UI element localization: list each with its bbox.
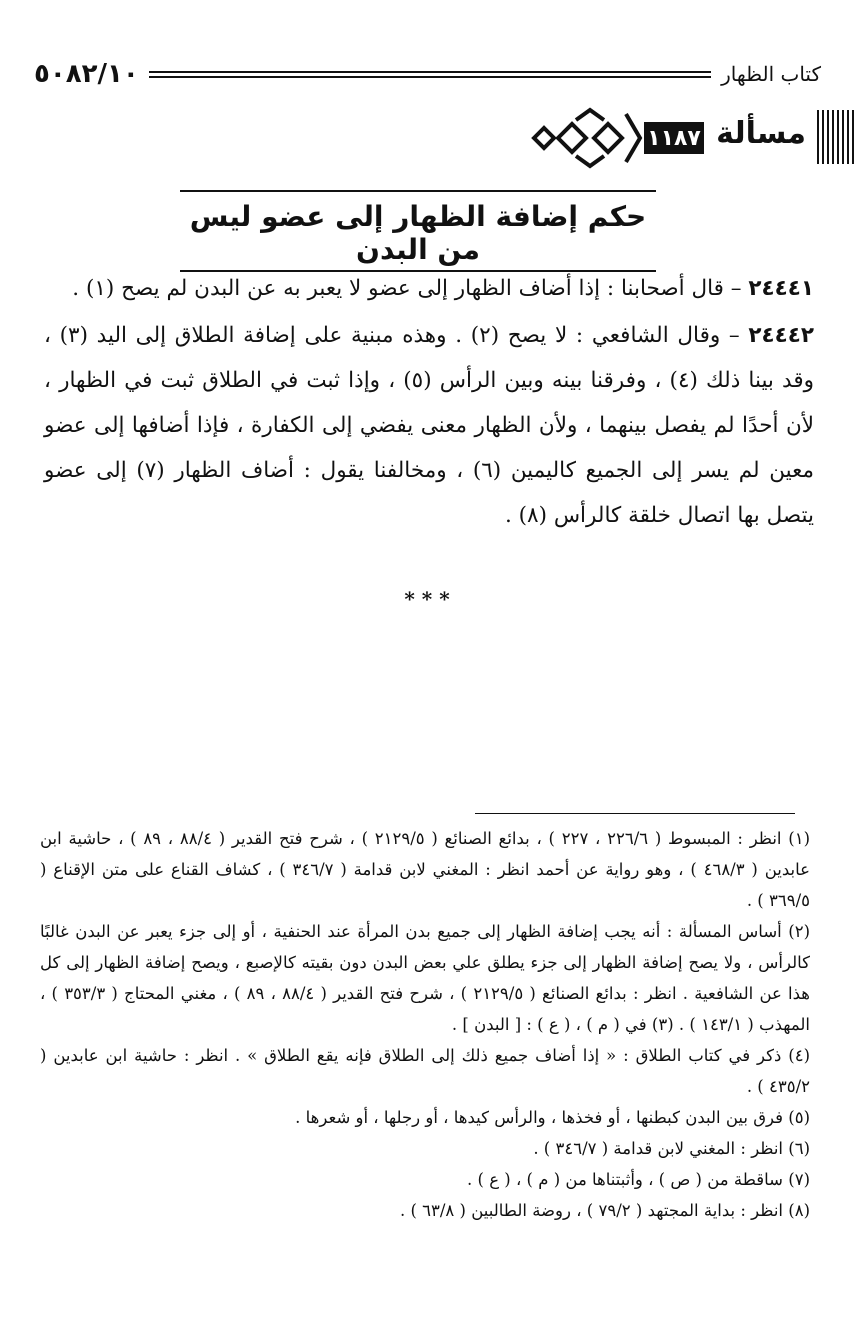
book-title: كتاب الظهار	[721, 62, 821, 86]
body-text	[44, 266, 814, 540]
issue-number: ٢٤٤٤٢	[748, 323, 814, 348]
ornament-icon	[528, 106, 648, 170]
paragraph-1	[44, 266, 814, 311]
footnote-rule	[475, 813, 795, 814]
masala-number: ١١٨٧	[644, 122, 704, 154]
paragraph-2	[44, 313, 814, 538]
section-title-block	[180, 190, 656, 272]
paragraph-text: – قال أصحابنا : إذا أضاف الظهار إلى عضو لا يعبر به عن البدن لم يصح (١) .	[72, 276, 749, 301]
running-header	[34, 54, 821, 94]
footnote-7: (٧) ساقطة من ( ص ) ، وأثبتناها من ( م ) ، ( ع ) .	[467, 1170, 810, 1189]
footnote-6: (٦) انظر : المغني لابن قدامة ( ٣٤٦/٧ ) .	[533, 1139, 810, 1158]
masala-label: مسألة	[716, 116, 806, 151]
header-rule	[149, 71, 711, 78]
paragraph-text: – وقال الشافعي : لا يصح (٢) . وهذه مبنية على إضافة الطلاق إلى اليد (٣) ، وقد بينا ذلك (٤) ، وفرقنا بينه وبين الرأس (٥) ، وإذا ثبت في الطلاق ثبت في الظهار ، لأن أحدًا لم يفصل بينهما ، ولأن الظهار معنى يفضي إلى الكفارة ، فإذا أضافها إلى عضو معين لم يسر إلى الجميع كاليمين (٦) ، ومخالفنا يقول : أضاف الظهار (٧) إلى عضو يتصل بها اتصال خلقة كالرأس (٨) .	[44, 323, 815, 528]
banner-stripes	[814, 110, 854, 164]
footnote-5: (٥) فرق بين البدن كبطنها ، أو فخذها ، والرأس كيدها ، أو رجلها ، أو شعرها .	[295, 1108, 810, 1127]
footnote-4: (٤) ذكر في كتاب الطلاق : « إذا أضاف جميع ذلك إلى الطلاق فإنه يقع الطلاق » . انظر : حاشية ابن عابدين ( ٤٣٥/٢ ) .	[40, 1046, 810, 1096]
section-title: حكم إضافة الظهار إلى عضو ليس من البدن	[189, 200, 647, 266]
issue-number: ٢٤٤٤١	[748, 276, 814, 301]
footnote-2: (٢) أساس المسألة : أنه يجب إضافة الظهار إلى جميع بدن المرأة عند الحنفية ، أو إلى جزء يعبر عن البدن غالبًا كالرأس ، ولا يصح إضافة الظهار إلى جزء يطلق علي بعض البدن دون بقيته كالإصبع ، ويصح إضافة الظهار إلى كل هذا عن الشافعية . انظر : بدائع الصنائع ( ٢١٢٩/٥ ) ، شرح فتح القدير ( ٨٨/٤ ، ٨٩ ) ، مغني المحتاج ( ٣٥٣/٣ ) ، المهذب ( ١٤٣/١ ) . (٣) في ( م ) ، ( ع ) : [ البدن ] .	[40, 922, 811, 1034]
footnote-8: (٨) انظر : بداية المجتهد ( ٧٩/٢ ) ، روضة الطالبين ( ٦٣/٨ ) .	[399, 1201, 810, 1220]
masala-banner	[528, 106, 854, 170]
footnotes	[40, 823, 810, 1226]
footnote-1: (١) انظر : المبسوط ( ٢٢٦/٦ ، ٢٢٧ ) ، بدائع الصنائع ( ٢١٢٩/٥ ) ، شرح فتح القدير ( ٨٨/٤ ، ٨٩ ) ، حاشية ابن عابدين ( ٤٦٨/٣ ) ، وهو رواية عن أحمد انظر : المغني لابن قدامة ( ٣٤٦/٧ ) ، كشاف القناع على متن الإقناع ( ٣٦٩/٥ ) .	[40, 829, 810, 910]
page-number: ٥٠٨٢/١٠	[34, 59, 139, 89]
section-separator: * * *	[404, 587, 450, 611]
title-rule-top	[180, 190, 656, 192]
